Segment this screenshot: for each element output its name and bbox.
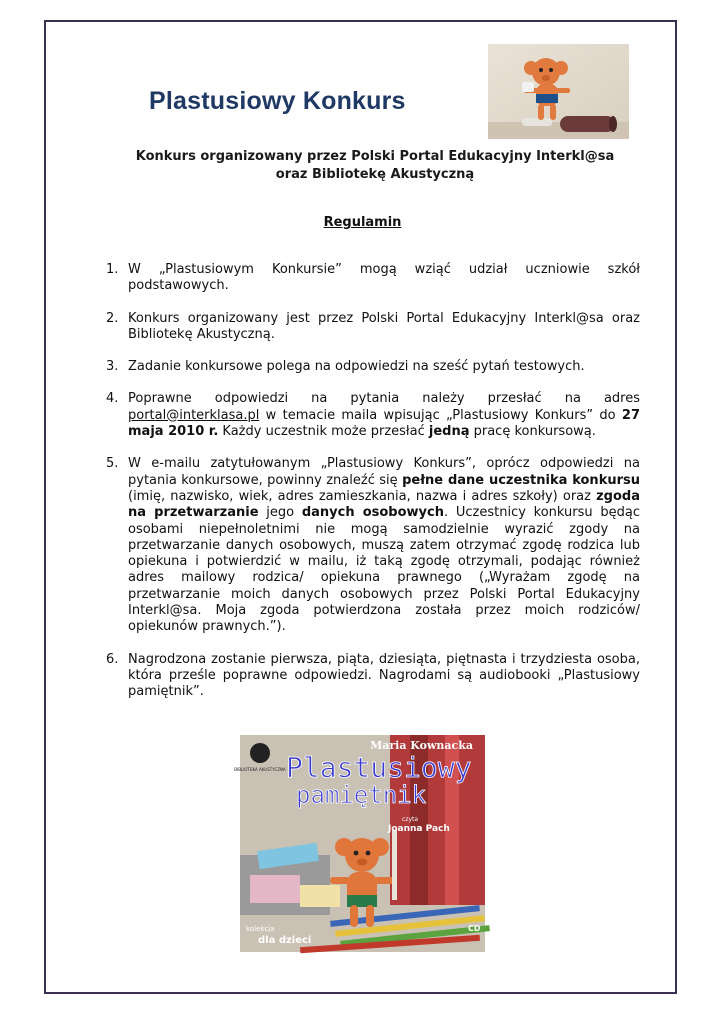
rule-bold: jedną [428,424,470,440]
rules-list [100,262,640,717]
list-number: 4. [106,391,119,407]
section-heading: Regulamin [323,215,402,230]
rule-text: Nagrodzona zostanie pierwsza, piąta, dziesiąta, piętnasta i trzydziesta osoba, która prześle poprawne odpowiedzi. Nagrodami są audiobooki „Plastusiowy pamiętnik”. [128,651,640,700]
list-item [100,652,640,701]
rule-bold: pełne dane uczestnika konkursu [402,472,640,488]
email-link[interactable]: portal@interklasa.pl [128,407,260,423]
rule-text: W „Plastusiowym Konkursie” mogą wziąć udział uczniowie szkół podstawowych. [128,262,640,294]
rule-text-part: pracę konkursową. [469,424,596,440]
rule-text-part: (imię, nazwisko, wiek, adres zamieszkania, nazwa i adres szkoły) oraz [128,488,597,504]
list-item [100,456,640,635]
subtitle-line-2: oraz Bibliotekę Akustyczną [275,167,475,182]
plastus-photo [488,44,629,139]
subtitle [110,148,640,184]
rule-text-part: W e-mailu zatytułowanym „Plastusiowy Konkurs”, oprócz odpowiedzi na pytania konkursowe, powinny znaleźć się [128,456,640,488]
list-item [100,262,640,295]
page-title: Plastusiowy Konkurs [149,87,406,115]
publisher-logo-text: BIBLIOTEKA AKUSTYCZNA [234,767,286,772]
cover-reader: Joanna Pach [388,824,450,834]
cd-badge: CD [468,924,481,933]
list-number: 1. [106,262,119,277]
subtitle-line-1: Konkurs organizowany przez Polski Portal Edukacyjny Interkl@sa [135,149,615,164]
rule-text-part: . Uczestnicy konkursu będąc osobami niepełnoletnimi nie mogą samodzielnie wyrazić zgody na przetwarzanie danych osobowych, muszą zatem otrzymać zgodę rodzica lub opiekuna i potwierdzić w mailu, iż taką zgodę otrzymali, podając również adres mailowy rodzica/ opiekuna prawnego („Wyrażam zgodę na przetwarzanie moich danych osobowych przez Polski Portal Edukacyjny Interkl@sa. Moja zgoda potwierdzona została przez moich rodziców/ opiekunów prawnych.”). [128,505,640,635]
list-number: 6. [106,651,119,667]
deadline-date: 27 maja 2010 r. [128,407,640,440]
list-number: 5. [106,456,119,472]
rule-text-part: Każdy uczestnik może przesłać [218,424,429,440]
rule-text-part: jego [258,505,302,521]
rule-text: Konkurs organizowany jest przez Polski Portal Edukacyjny Interkl@sa oraz Bibliotekę Akustyczną. [128,310,640,342]
list-number: 3. [106,359,119,375]
list-item [100,359,640,375]
audiobook-cover [234,735,485,952]
rule-text: Zadanie konkursowe polega na odpowiedzi na sześć pytań testowych. [128,359,585,375]
cover-title-2: pamiętnik [296,781,427,809]
cover-author: Maria Kownacka [370,739,473,752]
rule-text-part: Poprawne odpowiedzi na pytania należy przesłać na adres [128,391,640,407]
list-item [100,311,640,344]
cover-title-1: Plastusiowy [286,751,472,784]
list-item [100,391,640,440]
rule-bold: danych osobowych [301,505,444,521]
rule-text-part: w temacie maila wpisując „Plastusiowy Konkurs” do [259,407,622,423]
cover-reader-label: czyta [402,816,419,823]
series-label-2: dla dzieci [258,935,312,946]
list-number: 2. [106,310,119,326]
series-label-1: kolekcja [246,925,275,933]
rule-bold: zgoda na przetwarzanie [128,488,640,521]
